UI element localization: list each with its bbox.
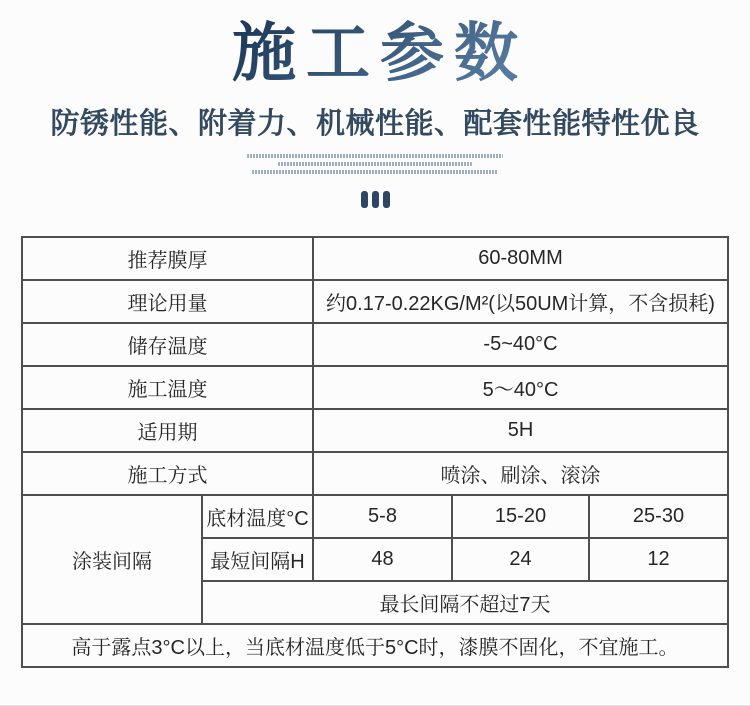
table-row-application-method: [22, 452, 728, 495]
page-title: 施工参数: [222, 20, 528, 88]
cell-value: 5-8: [313, 495, 452, 538]
cell-value: 12: [589, 538, 728, 581]
row-label: 理论用量: [22, 280, 313, 323]
fine-print: [240, 154, 510, 174]
table-row-substrate-temperature: [22, 495, 728, 538]
row-label: 施工温度: [22, 366, 313, 409]
cell-value: 48: [313, 538, 452, 581]
interval-section-label: 涂装间隔: [22, 495, 202, 624]
fine-print-line: [278, 162, 472, 166]
table-row-application-temperature: [22, 366, 728, 409]
fine-print-line: [247, 154, 503, 158]
page-subtitle: 防锈性能、附着力、机械性能、配套性能特性优良: [50, 107, 700, 140]
row-label: 推荐膜厚: [22, 237, 313, 280]
parameters-table: [21, 236, 729, 668]
row-label: 储存温度: [22, 323, 313, 366]
row-value: 约0.17-0.22KG/M²(以50UM计算，不含损耗): [313, 280, 728, 323]
table-row-film-thickness: [22, 237, 728, 280]
row-value: 60-80MM: [313, 237, 728, 280]
row-value: 5H: [313, 409, 728, 452]
interval-footer: 最长间隔不超过7天: [202, 581, 728, 624]
row-label: 适用期: [22, 409, 313, 452]
cell-value: 25-30: [589, 495, 728, 538]
dot-icon: [361, 191, 368, 208]
cell-value: 24: [452, 538, 589, 581]
row-label: 施工方式: [22, 452, 313, 495]
row-value: 喷涂、刷涂、滚涂: [313, 452, 728, 495]
table-row-pot-life: [22, 409, 728, 452]
table-row-storage-temperature: [22, 323, 728, 366]
dot-icon: [383, 191, 390, 208]
fine-print-line: [252, 170, 498, 174]
header: [0, 0, 750, 208]
section-divider-dots: [0, 191, 750, 208]
table-row-note: [22, 624, 728, 667]
dot-icon: [372, 191, 379, 208]
row-value: -5~40°C: [313, 323, 728, 366]
sub-row-label: 底材温度°C: [202, 495, 313, 538]
table-note: 高于露点3°C以上，当底材温度低于5°C时，漆膜不固化，不宜施工。: [22, 624, 728, 667]
table-row-theoretical-usage: [22, 280, 728, 323]
cell-value: 15-20: [452, 495, 589, 538]
sub-row-label: 最短间隔H: [202, 538, 313, 581]
row-value: 5～40°C: [313, 366, 728, 409]
